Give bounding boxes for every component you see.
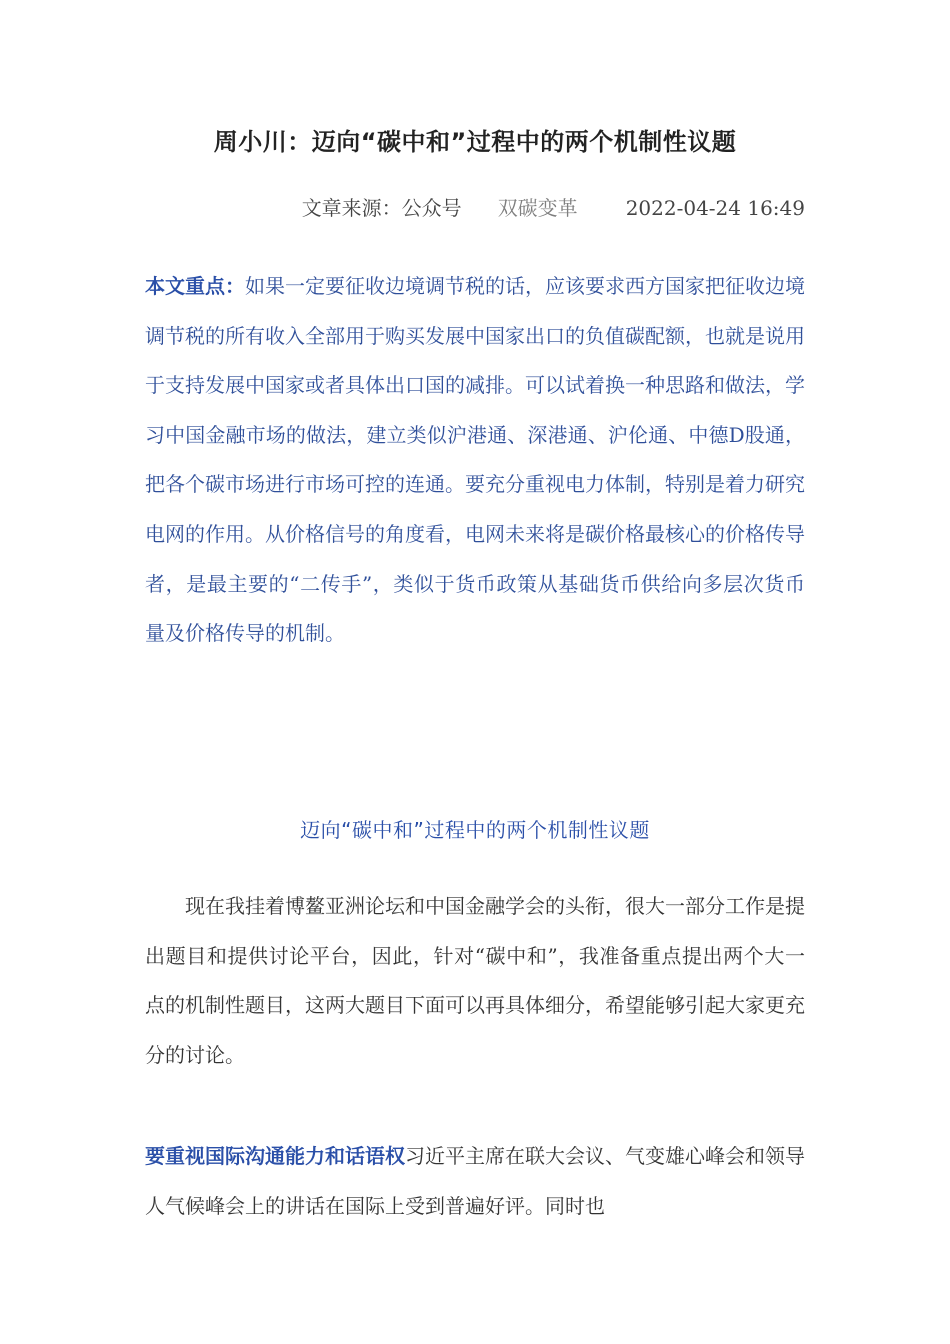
article-meta xyxy=(302,192,805,221)
body-paragraph-1: 现在我挂着博鳌亚洲论坛和中国金融学会的头衔，很大一部分工作是提出题目和提供讨论平台，因此，针对“碳中和”，我准备重点提出两个大一点的机制性题目，这两大题目下面可以再具体细分，希望能够引起大家更充分的讨论。 xyxy=(145,894,805,1067)
summary-text: 如果一定要征收边境调节税的话，应该要求西方国家把征收边境调节税的所有收入全部用于购买发展中国家出口的负值碳配额，也就是说用于支持发展中国家或者具体出口国的减排。可以试着换一种思路和做法，学习中国金融市场的做法，建立类似沪港通、深港通、沪伦通、中德D股通，把各个碳市场进行市场可控的连通。要充分重视电力体制，特别是着力研究电网的作用。从价格信号的角度看，电网未来将是碳价格最核心的价格传导者，是最主要的“二传手”，类似于货币政策从基础货币供给向多层次货币量及价格传导的机制。 xyxy=(145,274,805,646)
body-paragraph-2 xyxy=(145,1132,805,1231)
publish-datetime: 2022-04-24 16:49 xyxy=(625,196,805,220)
source-name: 双碳变革 xyxy=(497,196,578,220)
source-label: 文章来源：公众号 xyxy=(301,196,462,220)
summary-label: 本文重点： xyxy=(145,274,245,298)
article-title: 周小川：迈向“碳中和”过程中的两个机制性议题 xyxy=(213,128,737,156)
summary-block xyxy=(145,262,805,659)
paragraph-text: 习近平主席在联大会议、气变雄心峰会和领导人气候峰会上的讲话在国际上受到普遍好评。同时也 xyxy=(145,1144,805,1218)
section-title: 迈向“碳中和”过程中的两个机制性议题 xyxy=(300,818,650,842)
paragraph-lead-heading: 要重视国际沟通能力和话语权 xyxy=(145,1144,405,1168)
